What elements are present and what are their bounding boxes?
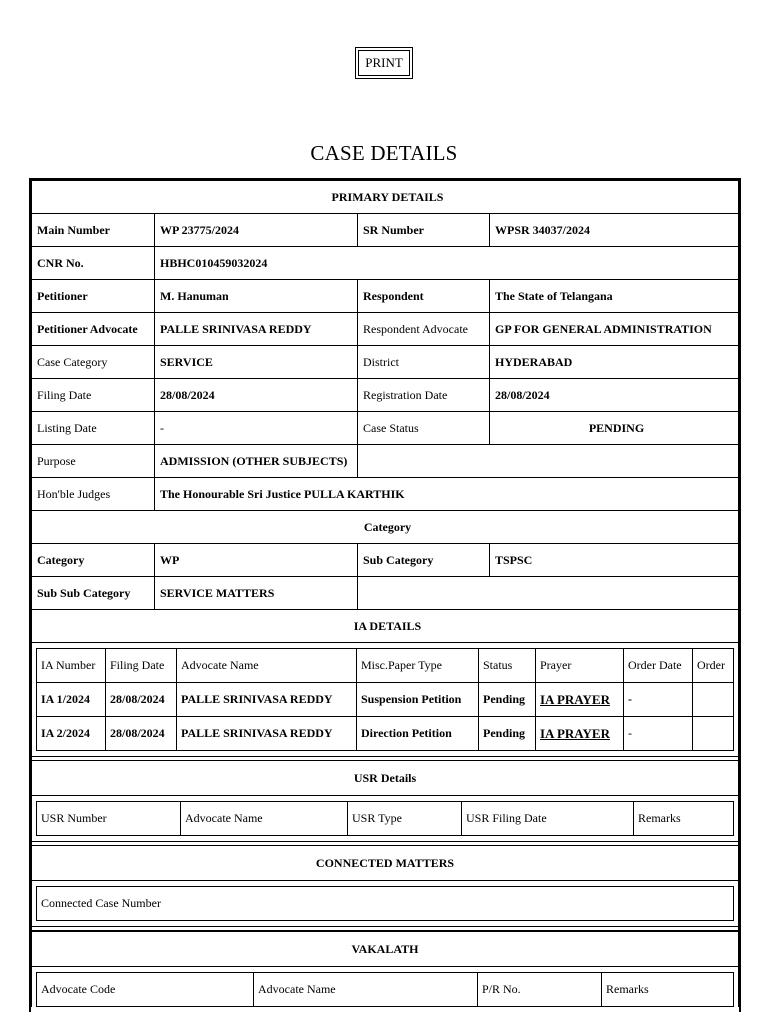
connected-matters-heading xyxy=(31,845,739,881)
print-button-label: PRINT xyxy=(365,55,403,70)
ia-filing-date: 28/08/2024 xyxy=(106,717,177,751)
ia-number: IA 2/2024 xyxy=(37,717,106,751)
vakalath-header-row xyxy=(37,973,734,1007)
sr-number-label: SR Number xyxy=(358,214,490,247)
main-number-label: Main Number xyxy=(32,214,155,247)
district-value: HYDERABAD xyxy=(490,346,739,379)
sub-sub-category-label: Sub Sub Category xyxy=(32,577,155,610)
respondent-advocate-label: Respondent Advocate xyxy=(358,313,490,346)
case-status-value: PENDING xyxy=(490,412,739,445)
table-row xyxy=(37,717,734,751)
petitioner-advocate-value: PALLE SRINIVASA REDDY xyxy=(155,313,358,346)
usr-col-number: USR Number xyxy=(37,802,181,836)
case-category-label: Case Category xyxy=(32,346,155,379)
connected-col-case-number: Connected Case Number xyxy=(37,887,734,921)
page-title: CASE DETAILS xyxy=(310,141,458,165)
connected-heading-text: CONNECTED MATTERS xyxy=(315,855,455,870)
ia-details-table xyxy=(36,648,734,751)
petitioner-value: M. Hanuman xyxy=(155,280,358,313)
ia-order xyxy=(693,717,734,751)
connected-matters-section xyxy=(31,881,739,927)
main-number-value: WP 23775/2024 xyxy=(155,214,358,247)
case-status-label: Case Status xyxy=(358,412,490,445)
ia-advocate: PALLE SRINIVASA REDDY xyxy=(177,683,357,717)
ia-col-status: Status xyxy=(479,649,536,683)
usr-col-advocate: Advocate Name xyxy=(181,802,348,836)
sub-sub-category-value: SERVICE MATTERS xyxy=(155,577,358,610)
usr-details-section xyxy=(31,796,739,842)
usr-col-remarks: Remarks xyxy=(634,802,734,836)
connected-matters-table xyxy=(36,886,734,921)
listing-date-label: Listing Date xyxy=(32,412,155,445)
purpose-empty xyxy=(358,445,739,478)
vakalath-table xyxy=(36,972,734,1007)
ia-details-section xyxy=(31,643,739,757)
respondent-value: The State of Telangana xyxy=(490,280,739,313)
filing-date-value: 28/08/2024 xyxy=(155,379,358,412)
usr-heading-text: USR Details xyxy=(353,770,417,785)
table-row xyxy=(37,683,734,717)
ia-paper-type: Suspension Petition xyxy=(357,683,479,717)
case-details-panel xyxy=(29,178,741,1012)
ia-filing-date: 28/08/2024 xyxy=(106,683,177,717)
ia-col-filing-date: Filing Date xyxy=(106,649,177,683)
respondent-label: Respondent xyxy=(358,280,490,313)
ia-paper-type: Direction Petition xyxy=(357,717,479,751)
vakalath-section xyxy=(31,967,739,1007)
category-value: WP xyxy=(155,544,358,577)
ia-order xyxy=(693,683,734,717)
connected-header-row xyxy=(37,887,734,921)
petitioner-advocate-label: Petitioner Advocate xyxy=(32,313,155,346)
ia-col-advocate: Advocate Name xyxy=(177,649,357,683)
vakalath-col-code: Advocate Code xyxy=(37,973,254,1007)
vakalath-heading xyxy=(31,930,739,967)
ia-header-row xyxy=(37,649,734,683)
primary-details-heading: PRIMARY DETAILS xyxy=(32,181,739,214)
ia-col-order: Order xyxy=(693,649,734,683)
ia-order-date: - xyxy=(624,683,693,717)
ia-order-date: - xyxy=(624,717,693,751)
vakalath-heading-text: VAKALATH xyxy=(351,941,419,956)
vakalath-col-remarks: Remarks xyxy=(602,973,734,1007)
vakalath-col-pr: P/R No. xyxy=(478,973,602,1007)
sub-sub-empty xyxy=(358,577,739,610)
vakalath-col-advocate: Advocate Name xyxy=(254,973,478,1007)
print-button[interactable] xyxy=(355,47,413,79)
ia-advocate: PALLE SRINIVASA REDDY xyxy=(177,717,357,751)
ia-details-heading: IA DETAILS xyxy=(32,610,739,643)
usr-col-type: USR Type xyxy=(348,802,462,836)
sr-number-value: WPSR 34037/2024 xyxy=(490,214,739,247)
usr-header-row xyxy=(37,802,734,836)
cnr-label: CNR No. xyxy=(32,247,155,280)
listing-date-value: - xyxy=(155,412,358,445)
purpose-value: ADMISSION (OTHER SUBJECTS) xyxy=(155,445,358,478)
ia-col-prayer: Prayer xyxy=(536,649,624,683)
ia-status: Pending xyxy=(479,683,536,717)
judges-value: The Honourable Sri Justice PULLA KARTHIK xyxy=(155,478,739,511)
registration-date-value: 28/08/2024 xyxy=(490,379,739,412)
ia-prayer-link[interactable]: IA PRAYER xyxy=(540,725,610,741)
primary-details-table xyxy=(31,180,739,643)
case-category-value: SERVICE xyxy=(155,346,358,379)
usr-col-filing-date: USR Filing Date xyxy=(462,802,634,836)
ia-col-number: IA Number xyxy=(37,649,106,683)
petitioner-label: Petitioner xyxy=(32,280,155,313)
registration-date-label: Registration Date xyxy=(358,379,490,412)
ia-number: IA 1/2024 xyxy=(37,683,106,717)
ia-prayer-link[interactable]: IA PRAYER xyxy=(540,691,610,707)
sub-category-value: TSPSC xyxy=(490,544,739,577)
cnr-value: HBHC010459032024 xyxy=(155,247,739,280)
purpose-label: Purpose xyxy=(32,445,155,478)
category-label: Category xyxy=(32,544,155,577)
judges-label: Hon'ble Judges xyxy=(32,478,155,511)
ia-col-paper-type: Misc.Paper Type xyxy=(357,649,479,683)
category-heading: Category xyxy=(32,511,739,544)
ia-status: Pending xyxy=(479,717,536,751)
respondent-advocate-value: GP FOR GENERAL ADMINISTRATION xyxy=(490,313,739,346)
usr-details-heading xyxy=(31,760,739,796)
ia-col-order-date: Order Date xyxy=(624,649,693,683)
district-label: District xyxy=(358,346,490,379)
sub-category-label: Sub Category xyxy=(358,544,490,577)
filing-date-label: Filing Date xyxy=(32,379,155,412)
usr-details-table xyxy=(36,801,734,836)
